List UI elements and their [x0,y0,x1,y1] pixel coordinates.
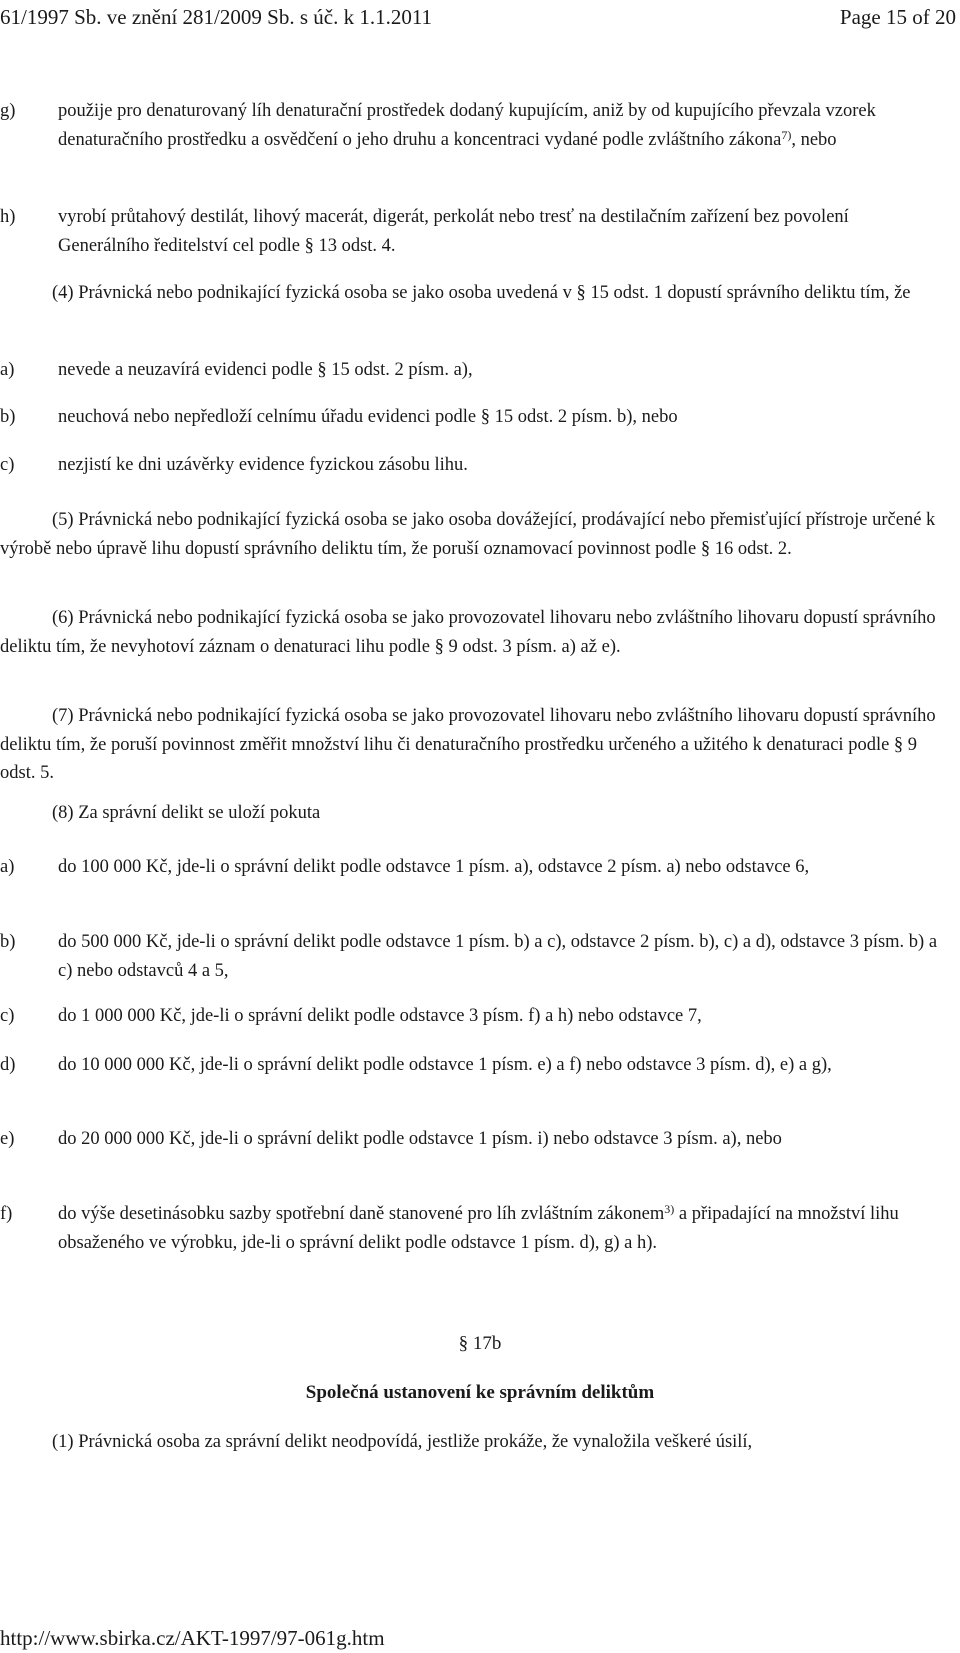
item-text-tail: , nebo [791,129,837,150]
item-label: c) [0,1006,15,1026]
list-item-8f [0,1200,940,1257]
paragraph-17b-1: (1) Právnická osoba za správní delikt neodpovídá, jestliže prokáže, že vynaložila veškeré úsilí, [52,1432,753,1452]
section-number: § 17b [458,1333,502,1354]
footnote-ref: 7) [781,127,792,142]
item-text: do 100 000 Kč, jde-li o správní delikt podle odstavce 1 písm. a), odstavce 2 písm. a) nebo odstavce 6, [58,857,810,877]
list-item-4a [0,356,940,385]
item-text: vyrobí průtahový destilát, lihový macerát, digerát, perkolát nebo tresť na destilačním zařízení bez povolení Generálního ředitelství cel podle § 13 odst. 4. [58,207,849,256]
list-item-8a [0,853,940,882]
item-label: a) [0,360,15,380]
list-item-8e [0,1125,940,1154]
paragraph-4: (4) Právnická nebo podnikající fyzická osoba se jako osoba uvedená v § 15 odst. 1 dopustí správního deliktu tím, že [52,283,911,303]
item-text: použije pro denaturovaný líh denaturační prostředek dodaný kupujícím, aniž by od kupujícího převzala vzorek denaturačního prostředku a osvědčení o jeho druhu a koncentraci vydané podle zvláštního zákona [58,101,876,150]
item-text: nevede a neuzavírá evidenci podle § 15 odst. 2 písm. a), [58,360,473,380]
item-text: do 10 000 000 Kč, jde-li o správní delikt podle odstavce 1 písm. e) a f) nebo odstavce 3 písm. d), e) a g), [58,1055,832,1075]
item-label: d) [0,1055,16,1075]
item-label: b) [0,407,16,427]
item-text: do 1 000 000 Kč, jde-li o správní delikt podle odstavce 3 písm. f) a h) nebo odstavce 7, [58,1006,702,1026]
header-page-number: Page 15 of 20 [839,5,956,29]
item-label: a) [0,857,15,877]
paragraph-6: (6) Právnická nebo podnikající fyzická osoba se jako provozovatel lihovaru nebo zvláštního lihovaru dopustí správního deliktu tím, že nevyhotoví záznam o denaturaci lihu podle § 9 odst. 3 písm. a) až e). [0,608,936,657]
list-item-h [0,203,940,260]
section-title: Společná ustanovení ke správním deliktům [305,1382,655,1403]
list-item-8d [0,1051,940,1080]
list-item-4b [0,403,940,432]
item-label: h) [0,207,16,227]
item-text: do 20 000 000 Kč, jde-li o správní delikt podle odstavce 1 písm. i) nebo odstavce 3 písm. a), nebo [58,1129,782,1149]
list-item-4c [0,451,940,480]
item-label: c) [0,455,15,475]
paragraph-8: (8) Za správní delikt se uloží pokuta [52,803,321,823]
header-law-reference: 61/1997 Sb. ve znění 281/2009 Sb. s úč. k 1.1.2011 [0,5,433,29]
item-text: do 500 000 Kč, jde-li o správní delikt podle odstavce 1 písm. b) a c), odstavce 2 písm. b), c) a d), odstavce 3 písm. b) a c) nebo odstavců 4 a 5, [58,932,938,981]
item-text: nezjistí ke dni uzávěrky evidence fyzickou zásobu lihu. [58,455,468,475]
item-text: neuchová nebo nepředloží celnímu úřadu evidenci podle § 15 odst. 2 písm. b), nebo [58,407,678,427]
paragraph-5: (5) Právnická nebo podnikající fyzická osoba se jako osoba dovážející, prodávající nebo přemisťující přístroje určené k výrobě nebo úpravě lihu dopustí správního deliktu tím, že poruší oznamovací povinnost podle § 16 odst. 2. [0,510,936,559]
item-label: f) [0,1204,13,1224]
item-label: b) [0,932,16,952]
item-label: e) [0,1129,15,1149]
list-item-8c [0,1002,940,1031]
item-label: g) [0,101,16,121]
footer-url: http://www.sbirka.cz/AKT-1997/97-061g.htm [0,1626,385,1650]
paragraph-7: (7) Právnická nebo podnikající fyzická osoba se jako provozovatel lihovaru nebo zvláštního lihovaru dopustí správního deliktu tím, že poruší povinnost změřit množství lihu či denaturačního prostředku určeného a užitého k denaturaci podle § 9 odst. 5. [0,706,936,783]
item-text-tail: a připadající na množství lihu obsaženého ve výrobku, jde-li o správní delikt podle odstavce 1 písm. d), g) a h). [58,1204,899,1253]
footnote-ref: 3) [664,1202,675,1216]
list-item-8b [0,928,940,985]
list-item-g [0,97,940,154]
item-text: do výše desetinásobku sazby spotřební daně stanovené pro líh zvláštním zákonem [58,1204,665,1224]
